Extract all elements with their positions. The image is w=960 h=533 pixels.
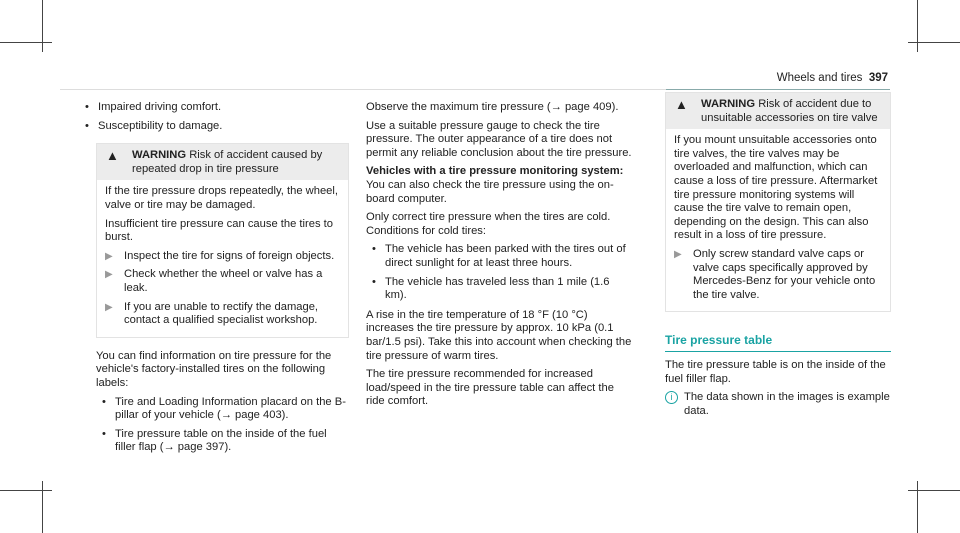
- warning-box: [96, 143, 349, 338]
- paragraph: The tire pressure table is on the inside of the fuel filler flap.: [665, 358, 886, 385]
- section-name: Wheels and tires: [776, 72, 863, 84]
- column-1: [79, 101, 349, 461]
- labels-list: [96, 396, 349, 455]
- warning-header: [97, 144, 348, 180]
- crop-mark: [42, 481, 43, 533]
- warning-text: If the tire pressure drops repeatedly, the wheel, valve or tire may be damaged.: [105, 185, 338, 211]
- arrow-right-icon: ▶: [105, 301, 113, 313]
- list-item: • The vehicle has traveled less than 1 mile (1.6 km).: [366, 276, 632, 303]
- cold-tires-list: [366, 243, 632, 302]
- warning-header: [666, 93, 890, 129]
- crop-mark: [908, 490, 960, 491]
- action-step: ▶ Check whether the wheel or valve has a leak.: [105, 268, 323, 294]
- section-heading: Tire pressure table: [665, 334, 891, 352]
- arrow-right-icon: ▶: [674, 248, 682, 260]
- crop-mark: [42, 0, 43, 52]
- warning-text: Insufficient tire pressure can cause the tires to burst.: [105, 217, 334, 244]
- column-2: [366, 101, 632, 414]
- warning-triangle-icon: ▲: [675, 97, 688, 112]
- warning-label: WARNING: [701, 98, 756, 110]
- warning-triangle-icon: ▲: [106, 148, 119, 164]
- paragraph: Observe the maximum tire pressure (→ page 409).: [366, 101, 619, 113]
- crop-mark: [917, 0, 918, 52]
- intro-text: You can find information on tire pressure for the vehicle's factory-installed tires on the following labels:: [96, 349, 332, 389]
- header-rule-right: [666, 89, 890, 90]
- action-step: ▶ Inspect the tire for signs of foreign objects.: [105, 249, 335, 262]
- crop-mark: [917, 481, 918, 533]
- paragraph: Vehicles with a tire pressure monitoring system: You can also check the tire pressure using the on-board computer.: [366, 165, 624, 205]
- page-number: 397: [868, 72, 888, 84]
- warning-title: Risk of accident due to unsuitable accessories on tire valve: [701, 98, 878, 124]
- crop-mark: [0, 42, 52, 43]
- list-item: • Impaired driving comfort.: [79, 101, 349, 115]
- running-header: [777, 72, 888, 86]
- list-item: • The vehicle has been parked with the tires out of direct sunlight for at least three hours.: [366, 243, 632, 270]
- arrow-right-icon: ▶: [105, 250, 113, 262]
- paragraph: A rise in the tire temperature of 18 °F (10 °C) increases the tire pressure by approx. 10 kPa (0.1 bar/1.5 psi). Take this into account when checking the tire pressure of warm tires.: [366, 308, 632, 362]
- list-item: • Susceptibility to damage.: [79, 120, 349, 134]
- paragraph: Only correct tire pressure when the tires are cold. Conditions for cold tires:: [366, 211, 611, 237]
- warning-box: [665, 92, 891, 312]
- warning-text: If you mount unsuitable accessories onto tire valves, the tire valves may be overloaded and malfunction, which can cause a loss of tire pressure. Aftermarket tire pressure monitoring systems will cause the tire valve to remain open, depending on the design. This can also result in a loss of tire pressure.: [674, 134, 878, 242]
- info-icon: i: [665, 391, 678, 404]
- bold-lead: Vehicles with a tire pressure monitoring system:: [366, 165, 624, 178]
- crop-mark: [908, 42, 960, 43]
- crop-mark: [0, 490, 52, 491]
- consequence-list: [79, 101, 349, 133]
- column-3: [665, 92, 891, 418]
- paragraph: The tire pressure recommended for increased load/speed in the tire pressure table can affect the ride comfort.: [366, 368, 614, 408]
- note: i The data shown in the images is example data.: [665, 391, 891, 418]
- list-item: • Tire pressure table on the inside of the fuel filler flap (→ page 397).: [96, 428, 349, 455]
- action-step: ▶ If you are unable to rectify the damage, contact a qualified specialist workshop.: [105, 300, 319, 327]
- arrow-right-icon: ▶: [105, 269, 113, 281]
- action-step: ▶ Only screw standard valve caps or valve caps specifically approved by Mercedes-Benz for your vehicle onto the tire valve.: [674, 247, 876, 301]
- warning-title: Risk of accident caused by repeated drop in tire pressure: [132, 149, 323, 175]
- list-item: • Tire and Loading Information placard on the B-pillar of your vehicle (→ page 403).: [96, 396, 349, 423]
- paragraph: Use a suitable pressure gauge to check the tire pressure. The outer appearance of a tire does not permit any reliable conclusion about the tire pressure.: [366, 119, 632, 159]
- warning-label: WARNING: [132, 149, 187, 162]
